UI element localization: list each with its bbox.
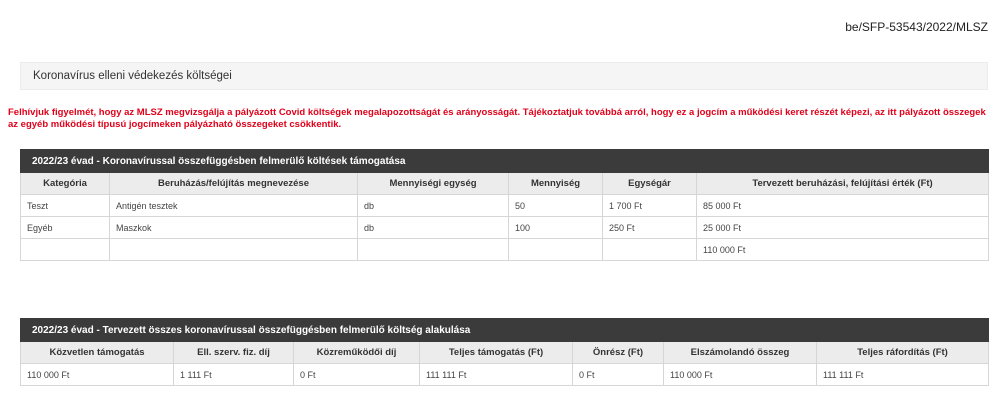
table-cell: Maszkok [110, 217, 358, 239]
table-cell: 0 Ft [573, 364, 664, 386]
table-cell: 110 000 Ft [21, 364, 174, 386]
table-cell: 110 000 Ft [664, 364, 817, 386]
table-row [21, 195, 989, 217]
column-header: Ell. szerv. fiz. díj [174, 342, 294, 364]
table-title: 2022/23 évad - Tervezett összes koronavírussal összefüggésben felmerülő költség alakulása [21, 319, 989, 342]
table-cell: 85 000 Ft [697, 195, 989, 217]
column-header: Elszámolandó összeg [664, 342, 817, 364]
column-header: Mennyiség [509, 173, 603, 195]
notice-text: Felhívjuk figyelmét, hogy az MLSZ megvizsgálja a pályázott Covid költségek megalapozottságát és arányosságát. Tájékoztatjuk továbbá arról, hogy ez a jogcím a működési keret részét képezi, az itt pályázott összegek az egyéb működési típusú jogcímeken pályázható összegeket csökkentik. [8, 107, 986, 130]
table-cell: db [358, 217, 509, 239]
column-header: Önrész (Ft) [573, 342, 664, 364]
column-header: Teljes támogatás (Ft) [420, 342, 573, 364]
covid-costs-table [20, 149, 989, 261]
table-cell [110, 239, 358, 261]
column-header: Beruházás/felújítás megnevezése [110, 173, 358, 195]
column-header: Közreműködői díj [294, 342, 420, 364]
table-cell: Egyéb [21, 217, 110, 239]
column-header: Egységár [603, 173, 697, 195]
column-header: Közvetlen támogatás [21, 342, 174, 364]
table-cell: 25 000 Ft [697, 217, 989, 239]
table-cell: 111 111 Ft [420, 364, 573, 386]
table-cell: 0 Ft [294, 364, 420, 386]
table-cell: 100 [509, 217, 603, 239]
table-cell [21, 239, 110, 261]
column-header: Tervezett beruházási, felújítási érték (Ft) [697, 173, 989, 195]
table-row [21, 364, 989, 386]
table-title: 2022/23 évad - Koronavírussal összefüggésben felmerülő költések támogatása [21, 150, 989, 173]
table-cell [358, 239, 509, 261]
column-header: Teljes ráfordítás (Ft) [817, 342, 989, 364]
table-cell: 1 700 Ft [603, 195, 697, 217]
table-cell: 1 111 Ft [174, 364, 294, 386]
table-row [21, 217, 989, 239]
section-header [20, 62, 988, 90]
table-cell: 50 [509, 195, 603, 217]
table-cell: Teszt [21, 195, 110, 217]
column-header: Kategória [21, 173, 110, 195]
covid-summary-table [20, 318, 989, 386]
total-row [21, 239, 989, 261]
table-cell: 250 Ft [603, 217, 697, 239]
table-cell: db [358, 195, 509, 217]
table-cell [603, 239, 697, 261]
column-header: Mennyiségi egység [358, 173, 509, 195]
reference-number: be/SFP-53543/2022/MLSZ [845, 20, 988, 34]
section-title: Koronavírus elleni védekezés költségei [33, 70, 232, 82]
table-cell: Antigén tesztek [110, 195, 358, 217]
total-cell: 110 000 Ft [697, 239, 989, 261]
table-cell [509, 239, 603, 261]
table-cell: 111 111 Ft [817, 364, 989, 386]
